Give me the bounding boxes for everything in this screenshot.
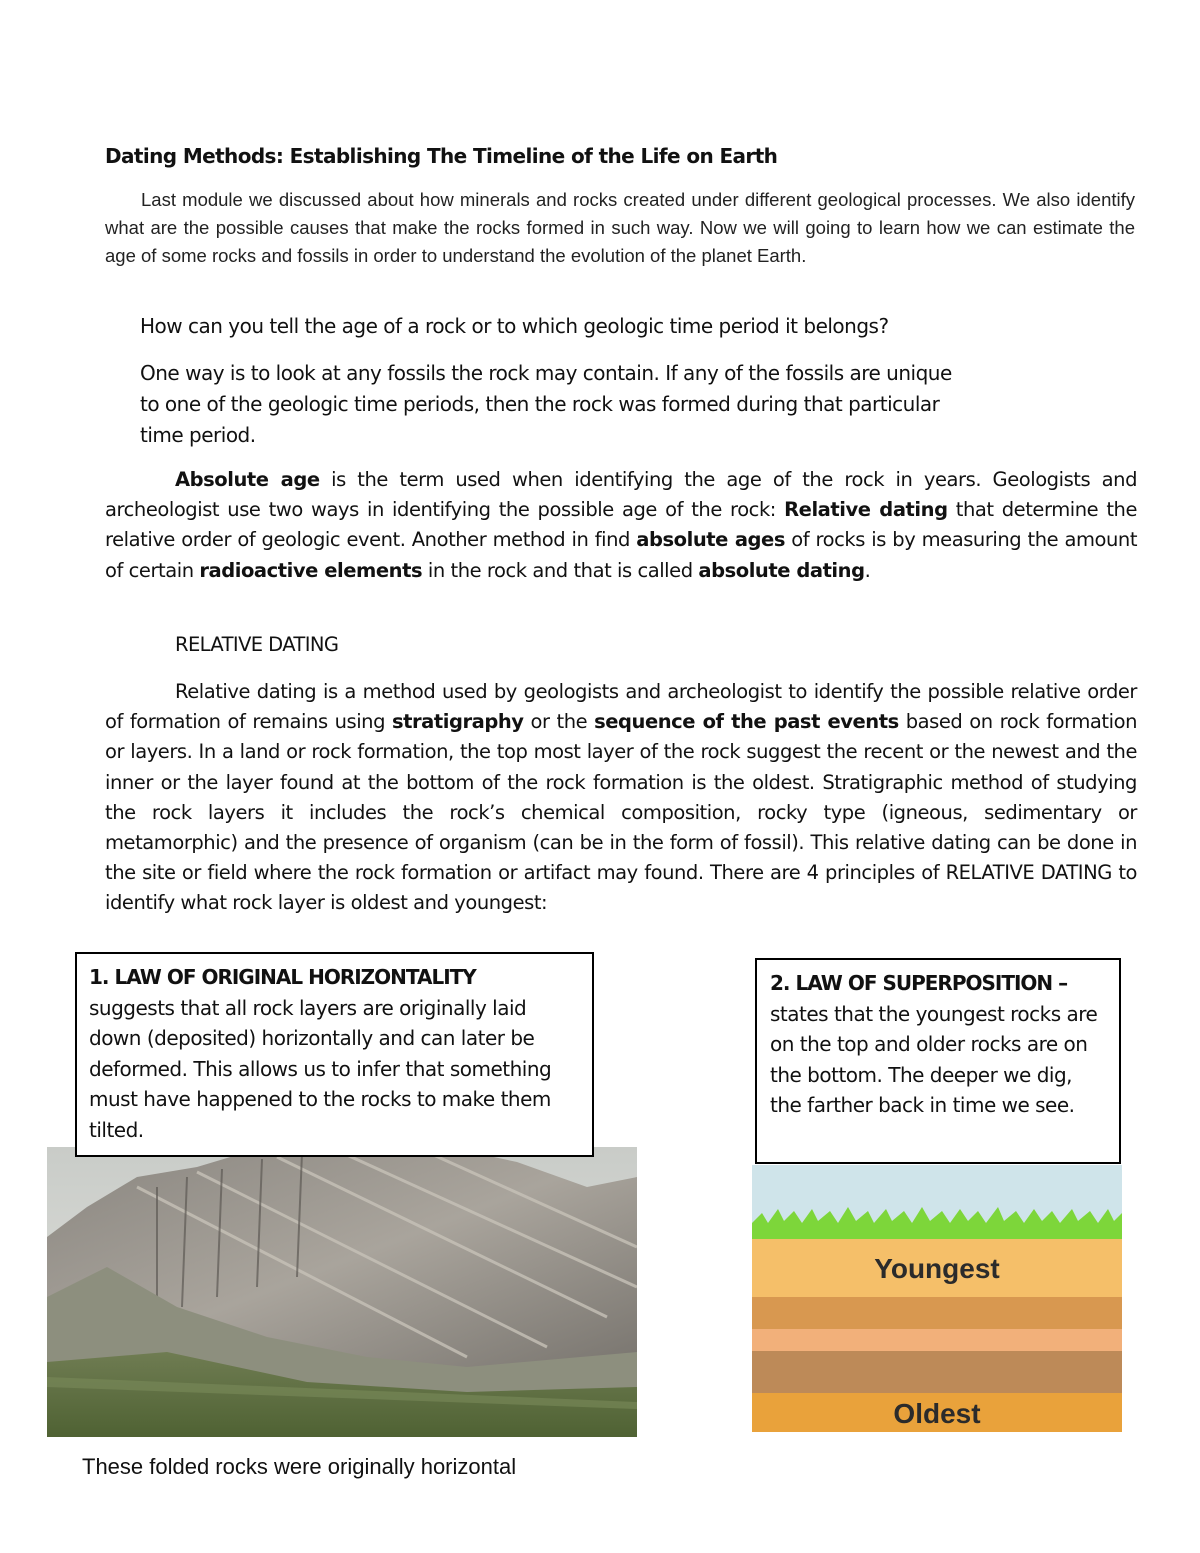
absolute-text-5: . — [864, 558, 871, 582]
term-stratigraphy: stratigraphy — [391, 710, 524, 734]
law-original-horizontality-box — [75, 952, 594, 1157]
youngest-label: Youngest — [874, 1253, 1000, 1284]
law2-text: states that the youngest rocks are on the top and older rocks are on the bottom. The deeper we dig, the farther back in time we see. — [770, 1001, 1098, 1117]
layer-4 — [752, 1351, 1122, 1393]
answer-line-3: time period. — [140, 423, 256, 447]
term-sequence-past-events: sequence of the past events — [594, 710, 899, 734]
layer-3 — [752, 1329, 1122, 1351]
law2-title: 2. LAW OF SUPERPOSITION – — [770, 971, 1068, 995]
intro-paragraph — [105, 186, 1135, 270]
term-absolute-ages: absolute ages — [636, 528, 785, 552]
folded-rocks-photo — [47, 1147, 637, 1437]
absolute-text-2: that determine the relative order of geologic event. Another method in find — [105, 498, 1138, 552]
answer-line-1: One way is to look at any fossils the rock may contain. If any of the fossils are unique — [140, 361, 952, 385]
layer-2 — [752, 1297, 1122, 1329]
term-absolute-age: Absolute age — [175, 468, 320, 491]
relative-dating-heading: RELATIVE DATING — [175, 633, 339, 656]
oldest-label: Oldest — [893, 1398, 981, 1429]
question: How can you tell the age of a rock or to which geologic time period it belongs? — [140, 314, 889, 338]
term-relative-dating: Relative dating — [784, 498, 948, 522]
answer-paragraph — [140, 358, 952, 451]
page-title: Dating Methods: Establishing The Timeline of the Life on Earth — [105, 144, 778, 168]
law1-text: suggests that all rock layers are originally laid down (deposited) horizontally and can later be deformed. This allows us to infer that something must have happened to the rocks to make them tilted. — [89, 995, 552, 1142]
relative-text-2: or the — [523, 710, 595, 734]
superposition-diagram — [752, 1165, 1122, 1432]
intro-text: Last module we discussed about how minerals and rocks created under different geological processes. We also identify what are the possible causes that make the rocks formed in such way. Now we will going to learn how we can estimate the age of some rocks and fossils in order to understand the evolution of the planet Earth. — [105, 189, 1135, 266]
absolute-age-paragraph — [105, 465, 1137, 586]
term-absolute-dating: absolute dating — [698, 558, 865, 582]
absolute-text-1: is the term used when identifying the age of the rock in years. Geologists and archeologist use two ways in identifying the possible age of the rock: — [105, 468, 1138, 522]
relative-text-1: Relative dating is a method used by geologists and archeologist to identify the possible relative order of formation of remains using — [105, 680, 1137, 734]
law-superposition-box — [755, 958, 1121, 1164]
photo-caption: These folded rocks were originally horizontal — [82, 1454, 517, 1479]
relative-text-3: based on rock formation or layers. In a land or rock formation, the top most layer of the rock suggest the recent or the newest and the inner or the layer found at the bottom of the rock formation is the oldest. Stratigraphic method of studying the rock layers it includes the rock’s chemical composition, rocky type (igneous, sedimentary or metamorphic) and the presence of organism (can be in the form of fossil). This relative dating can be done in the site or field where the rock formation or artifact may found. There are 4 principles of RELATIVE DATING to identify what rock layer is oldest and youngest: — [105, 710, 1137, 915]
absolute-text-4: in the rock and that is called — [422, 558, 699, 582]
relative-dating-paragraph — [105, 677, 1137, 919]
law1-title: 1. LAW OF ORIGINAL HORIZONTALITY — [89, 965, 476, 989]
absolute-text-3: of rocks is by measuring the amount of certain — [105, 528, 1138, 582]
answer-line-2: to one of the geologic time periods, then the rock was formed during that particular — [140, 392, 940, 416]
term-radioactive-elements: radioactive elements — [199, 558, 423, 582]
